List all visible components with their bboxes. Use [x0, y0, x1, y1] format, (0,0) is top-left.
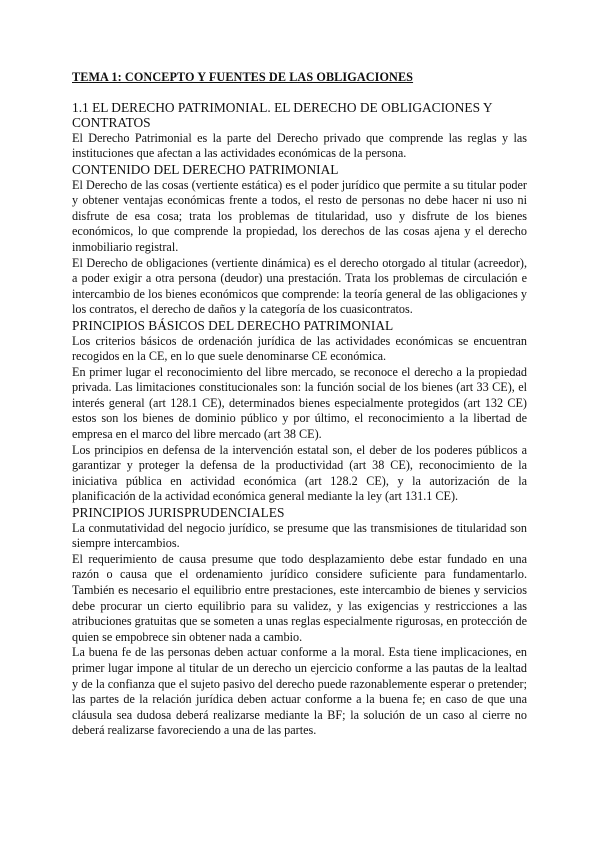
- heading-principios-jurisprudenciales: PRINCIPIOS JURISPRUDENCIALES: [72, 505, 285, 521]
- paragraph-derecho-cosas: El Derecho de las cosas (vertiente estática) es el poder jurídico que permite a su titular poder y obtener ventajas económicas frente a todos, el resto de personas no debe hacer ni uso ni disfrute de esa cosa; trata los problemas de titularidad, uso y disfrute de los bienes económicos, lo que comprende la propiedad, los derechos de las cosas ajena y el derecho inmobiliario registral.: [72, 177, 527, 254]
- paragraph-derecho-obligaciones: El Derecho de obligaciones (vertiente dinámica) es el derecho otorgado al titular (acreedor), a poder exigir a otra persona (deudor) una prestación. Trata los problemas de circulación e intercambio de los bienes económicos que comprende: la teoría general de las obligaciones y los contratos, el derecho de daños y la categoría de los cuasicontratos.: [72, 255, 527, 317]
- paragraph-buena-fe: La buena fe de las personas deben actuar conforme a la moral. Esta tiene implicaciones, en primer lugar impone al titular de un derecho un ejercicio conforme a las pautas de la lealtad y de la confianza que el sujeto pasivo del derecho puede razonablemente esperar o pretender; las partes de la relación jurídica deben actuar conforme a la buena fe; en caso de que una cláusula sea dudosa deberá realizarse mediante la BF; la solución de un caso al cierre no deberá realizarse favoreciendo a una de las partes.: [72, 645, 527, 738]
- paragraph-conmutatividad: La conmutatividad del negocio jurídico, se presume que las transmisiones de titularidad son siempre intercambios.: [72, 520, 527, 551]
- paragraph-causa: El requerimiento de causa presume que todo desplazamiento debe estar fundado en una razón o causa que el ordenamiento jurídico considere suficiente para fundamentarlo. También es necesario el equilibrio entre prestaciones, este intercambio de bienes y servicios debe procurar un cierto equilibrio para su validez, y las exigencias y restricciones a las atribuciones gratuitas que se someten a unas reglas especialmente rigurosas, en protección de quien se empobrece sin obtener nada a cambio.: [72, 551, 527, 644]
- paragraph-patrimonial: El Derecho Patrimonial es la parte del Derecho privado que comprende las reglas y las instituciones que afectan a las actividades económicas de la persona.: [72, 130, 527, 161]
- paragraph-criterios: Los criterios básicos de ordenación jurídica de las actividades económicas se encuentran recogidos en la CE, en lo que suele denominarse CE económica.: [72, 333, 527, 364]
- document-title: TEMA 1: CONCEPTO Y FUENTES DE LAS OBLIGACIONES: [72, 70, 414, 84]
- document-page: [72, 70, 527, 739]
- heading-contenido: CONTENIDO DEL DERECHO PATRIMONIAL: [72, 161, 339, 177]
- paragraph-intervencion-estatal: Los principios en defensa de la intervención estatal son, el deber de los poderes públicos a garantizar y proteger la defensa de la productividad (art 38 CE), reconocimiento de la iniciativa pública en actividad económica (art 128.2 CE), y la autorización de la planificación de la actividad económica general mediante la ley (art 131.1 CE).: [72, 442, 527, 504]
- paragraph-libre-mercado: En primer lugar el reconocimiento del libre mercado, se reconoce el derecho a la propiedad privada. Las limitaciones constitucionales son: la función social de los bienes (art 33 CE), el interés general (art 128.1 CE), determinados bienes especialmente protegidos (art 132 CE) estos son los bienes de dominio público y por último, el reconocimiento a la libertad de empresa en el marco del libre mercado (art 38 CE).: [72, 364, 527, 442]
- section-heading-1-1: 1.1 EL DERECHO PATRIMONIAL. EL DERECHO DE OBLIGACIONES Y CONTRATOS: [72, 99, 493, 131]
- heading-principios-basicos: PRINCIPIOS BÁSICOS DEL DERECHO PATRIMONIAL: [72, 317, 394, 333]
